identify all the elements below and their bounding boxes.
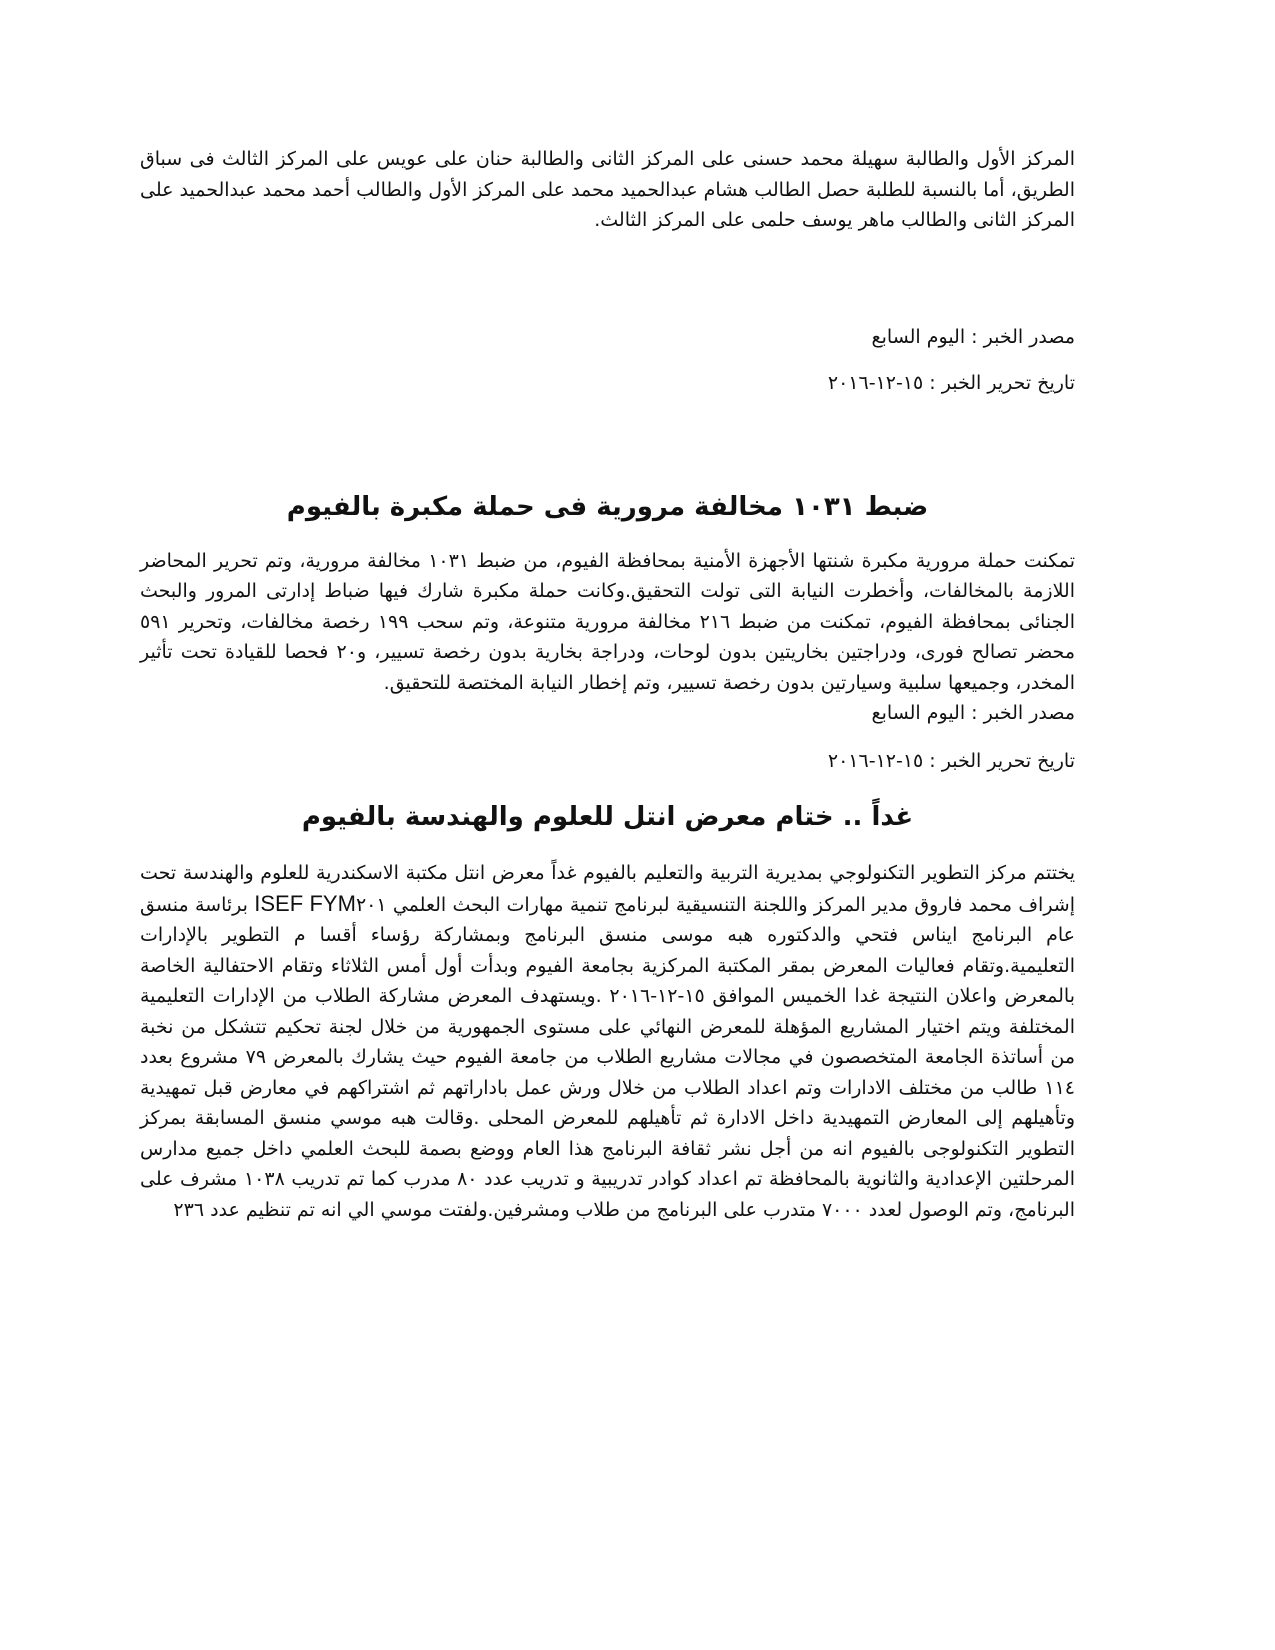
article1-date: تاريخ تحرير الخبر : ١٥-١٢-٢٠١٦ [827, 750, 1075, 772]
article2-body-part2: ٢٠١ برئاسة منسق عام البرنامج ايناس فتحي والدكتوره هبه موسى منسق البرنامج وبمشاركة رؤساء أقسا م التطوير بالإدارات التعليمية.وتقام فعاليات المعرض بمقر المكتبة المركزية بجامعة الفيوم وبدأت أول أمس الثلاثاء وتقام الاحتفالية الخاصة بالمعرض واعلان النتيجة غدا الخميس الموافق ١٥-١٢-٢٠١٦ .ويستهدف المعرض مشاركة الطلاب من الإدارات التعليمية المختلفة ويتم اختيار المشاريع المؤهلة للمعرض النهائي على مستوى الجمهورية من خلال لجنة تحكيم تتشكل من نخبة من أساتذة الجامعة المتخصصون في مجالات مشاريع الطلاب من جامعة الفيوم حيث يشارك بالمعرض ٧٩ مشروع بعدد ١١٤ طالب من مختلف الادارات وتم اعداد الطلاب من خلال ورش عمل باداراتهم ثم اشتراكهم في معارض قبل تمهيدية وتأهيلهم إلى المعارض التمهيدية داخل الادارة ثم تأهيلهم للمعرض المحلى .وقالت هبه موسي منسق المسابقة بمركز التطوير التكنولوجى بالفيوم انه من أجل نشر ثقافة البرنامج هذا العام ووضع بصمة للبحث العلمي داخل جميع مدارس المرحلتين الإعدادية والثانوية بالمحافظة تم اعداد كوادر تدريبية و تدريب عدد ٨٠ مدرب كما تم تدريب ١٠٣٨ مشرف على البرنامج، وتم الوصول لعدد ٧٠٠٠ متدرب على البرنامج من طلاب ومشرفين.ولفتت موسي الي انه تم تنظيم عدد ٢٣٦ [140, 893, 1076, 1221]
intro-source: مصدر الخبر : اليوم السابع [871, 325, 1075, 348]
article1-headline: ضبط ١٠٣١ مخالفة مرورية فى حملة مكبرة بالفيوم [286, 491, 929, 522]
intro-paragraph: المركز الأول والطالبة سهيلة محمد حسنى على المركز الثانى والطالبة حنان على عويس على المركز الثالث فى سباق الطريق، أما بالنسبة للطلبة حصل الطالب هشام عبدالحميد محمد على المركز الأول والطالب أحمد محمد عبدالحميد على المركز الثانى والطالب ماهر يوسف حلمى على المركز الثالث. [140, 148, 1075, 231]
article2-body [140, 858, 1075, 1225]
article1-body: تمكنت حملة مرورية مكبرة شنتها الأجهزة الأمنية بمحافظة الفيوم، من ضبط ١٠٣١ مخالفة مرورية، وتم تحرير المحاضر اللازمة بالمخالفات، وأخطرت النيابة التى تولت التحقيق.وكانت حملة مكبرة شارك فيها ضباط إدارتى المرور والبحث الجنائى بمحافظة الفيوم، تمكنت من ضبط ٢١٦ مخالفة مرورية متنوعة، وتم سحب ١٩٩ رخصة مخالفات، وتحرير ٥٩١ محضر تصالح فورى، ودراجتين بخاريتين بدون لوحات، ودراجة بخارية بدون رخصة تسيير، و٢٠ فحصا للقيادة تحت تأثير المخدر، وجميعها سلبية وسيارتين بدون رخصة تسيير، وتم إخطار النيابة المختصة للتحقيق. [140, 549, 1076, 694]
article2-body-part1: يختتم مركز التطوير التكنولوجي بمديرية التربية والتعليم بالفيوم غداً معرض انتل مكتبة الاسكندرية للعلوم والهندسة تحت إشراف محمد فاروق مدير المركز واللجنة التنسيقية لبرنامج تنمية مهارات البحث العلمي [140, 862, 1076, 916]
intro-date: تاريخ تحرير الخبر : ١٥-١٢-٢٠١٦ [827, 371, 1075, 394]
isef-label: ISEF FYM [254, 890, 356, 916]
article2-headline: غداً .. ختام معرض انتل للعلوم والهندسة بالفيوم [301, 802, 914, 832]
article1-source: مصدر الخبر : اليوم السابع [871, 702, 1075, 724]
document-page [140, 140, 1075, 1225]
